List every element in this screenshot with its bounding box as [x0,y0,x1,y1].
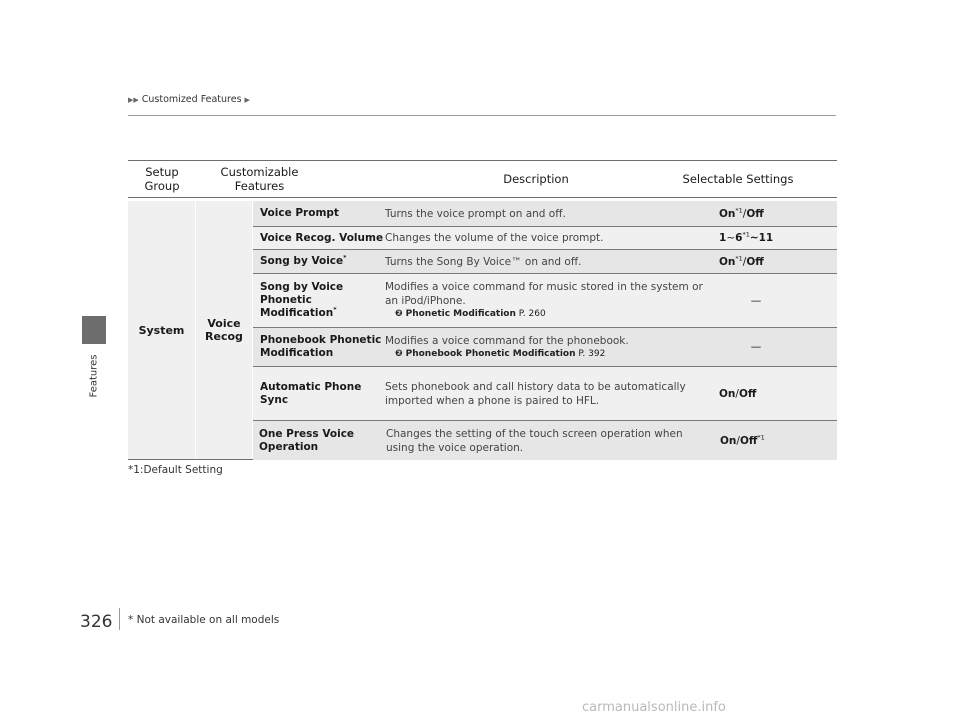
reference-arrow-icon: ❷ [395,348,403,359]
customized-features-table [128,160,837,460]
table-row [253,274,837,328]
selectable-settings: — [750,341,762,353]
selectable-settings: — [750,294,762,307]
feature-name: Phonebook Phonetic Modification [260,334,382,359]
table-row [253,328,837,367]
table-row [253,201,837,227]
selectable-settings: On/Off [719,387,757,400]
header-selectable-settings: Selectable Settings [682,172,794,186]
setup-group-cell: System [128,201,196,459]
feature-description: Sets phonebook and call history data to be automatically imported when a phone is paired to HFL. [385,380,686,407]
footer-divider [119,608,120,630]
header-divider [128,115,836,116]
default-setting-footnote: *1:Default Setting [128,464,223,476]
table-row [253,367,837,421]
selectable-settings: On/Off$^{*1}$ [720,433,765,447]
header-customizable-features: Customizable Features [220,165,299,193]
breadcrumb-item[interactable]: Customized Features [141,94,242,105]
table-row [253,421,837,460]
cross-reference-link[interactable]: ❷ Phonetic Modification P. 260 [395,309,546,319]
feature-name: One Press Voice Operation [259,427,355,453]
header-description: Description [503,172,569,186]
feature-description: Turns the voice prompt on and off. [385,207,566,220]
feature-description: Changes the setting of the touch screen operation when using the voice operation. [386,427,683,454]
feature-description: Turns the Song By Voice™ on and off. [385,255,582,268]
selectable-settings: On$^{*1}$/Off [719,254,764,268]
table-body [128,201,837,460]
feature-description: Modifies a voice command for the phonebook. ❷ Phonebook Phonetic Modification P. 392 [385,334,710,361]
selectable-settings: 1~6$^{*1}$~11 [719,230,774,244]
breadcrumb [128,94,250,105]
feature-name: Voice Recog. Volume [260,231,384,244]
feature-description: Modifies a voice command for music stored in the system or an iPod/iPhone. ❷ Phonetic Modification P. 260 [385,280,710,321]
feature-name: Automatic Phone Sync [260,380,362,406]
triangle-right-icon: ▶ [244,95,250,104]
section-side-label: Features [88,354,100,398]
page-number: 326 [80,612,113,632]
sub-group-cell: Voice Recog [196,201,253,459]
table-header [128,160,837,198]
feature-name: Song by Voice Phonetic Modification* [260,281,344,319]
cross-reference-link[interactable]: ❷ Phonebook Phonetic Modification P. 392 [395,348,606,359]
watermark: carmanualsonline.info [582,700,726,715]
reference-arrow-icon: ❷ [395,309,403,319]
section-tab-marker [82,316,106,344]
availability-footnote: * Not available on all models [128,614,280,626]
table-row [253,250,837,274]
table-row [253,227,837,250]
feature-description: Changes the volume of the voice prompt. [385,232,604,244]
feature-name: Song by Voice* [260,253,347,267]
selectable-settings: On$^{*1}$/Off [719,206,764,220]
header-setup-group: Setup Group [144,165,180,193]
feature-name: Voice Prompt [260,207,339,219]
triangle-right-icon: ▶▶ [128,95,139,104]
feature-rows [253,201,837,460]
